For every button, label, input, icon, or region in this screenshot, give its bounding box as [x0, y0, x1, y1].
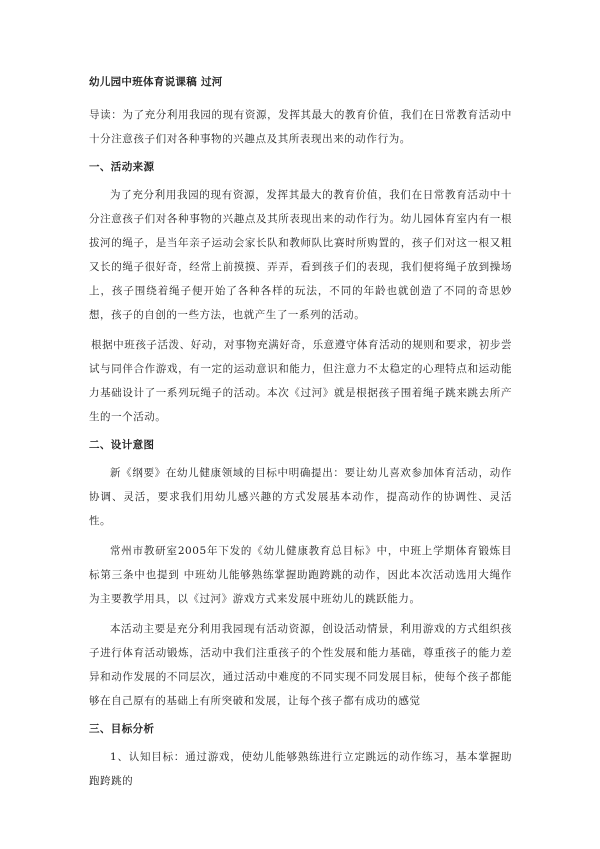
- intro-paragraph: 导读：为了充分利用我园的现有资源，发挥其最大的教育价值，我们在日常教育活动中十分注意孩子们对各种事物的兴趣点及其所表现出来的动作行为。: [89, 109, 512, 145]
- section-heading-goal-analysis: 三、目标分析: [89, 723, 155, 735]
- paragraph-goal-analysis-1: 1、认知目标：通过游戏，使幼儿能够熟练进行立定跳远的动作练习，基本掌握助跑跨跳的: [89, 751, 512, 787]
- paragraph-design-intent-3: 本活动主要是充分利用我园现有活动资源，创设活动情景，利用游戏的方式组织孩子进行体育活动锻炼，活动中我们注重孩子的个性发展和能力基础，尊重孩子的能力差异和动作发展的不同层次，通过活动中难度的不同实现不同发展目标，使每个孩子都能够在自己原有的基础上有所突破和发展，让每个孩子都有成功的感觉: [89, 623, 512, 707]
- paragraph-activity-source-2: 根据中班孩子活泼、好动，对事物充满好奇，乐意遵守体育活动的规则和要求，初步尝试与同伴合作游戏，有一定的运动意识和能力，但注意力不太稳定的心理特点和运动能力基础设计了一系列玩绳子的活动。本次《过河》就是根据孩子围着绳子跳来跳去所产生的一个活动。: [89, 339, 512, 423]
- paragraph-design-intent-1: 新《纲要》在幼儿健康领域的目标中明确提出：要让幼儿喜欢参加体育活动，动作协调、灵活，要求我们用幼儿感兴趣的方式发展基本动作，提高动作的协调性、灵活性。: [89, 467, 512, 527]
- section-heading-design-intent: 二、设计意图: [89, 439, 155, 451]
- paragraph-activity-source-1: 为了充分利用我园的现有资源，发挥其最大的教育价值，我们在日常教育活动中十分注意孩子们对各种事物的兴趣点及其所表现出来的动作行为。幼儿园体育室内有一根拔河的绳子，是当年亲子运动会家长队和教师队比赛时所购置的，孩子们对这一根又粗又长的绳子很好奇，经常上前摸摸、弄弄，看到孩子们的表现，我们便将绳子放到操场上，孩子围绕着绳子便开始了各种各样的玩法，不同的年龄也就创造了不同的奇思妙想，孩子的自创的一些方法，也就产生了一系列的活动。: [89, 189, 512, 321]
- section-heading-activity-source: 一、活动来源: [89, 161, 155, 173]
- paragraph-design-intent-2: 常州市教研室2005年下发的《幼儿健康教育总目标》中，中班上学期体育锻炼目标第三条中也提到 中班幼儿能够熟练掌握助跑跨跳的动作，因此本次活动选用大绳作为主要教学用具，以《过河》游戏方式来发展中班幼儿的跳跃能力。: [89, 545, 512, 605]
- document-title: 幼儿园中班体育说课稿 过河: [89, 76, 223, 88]
